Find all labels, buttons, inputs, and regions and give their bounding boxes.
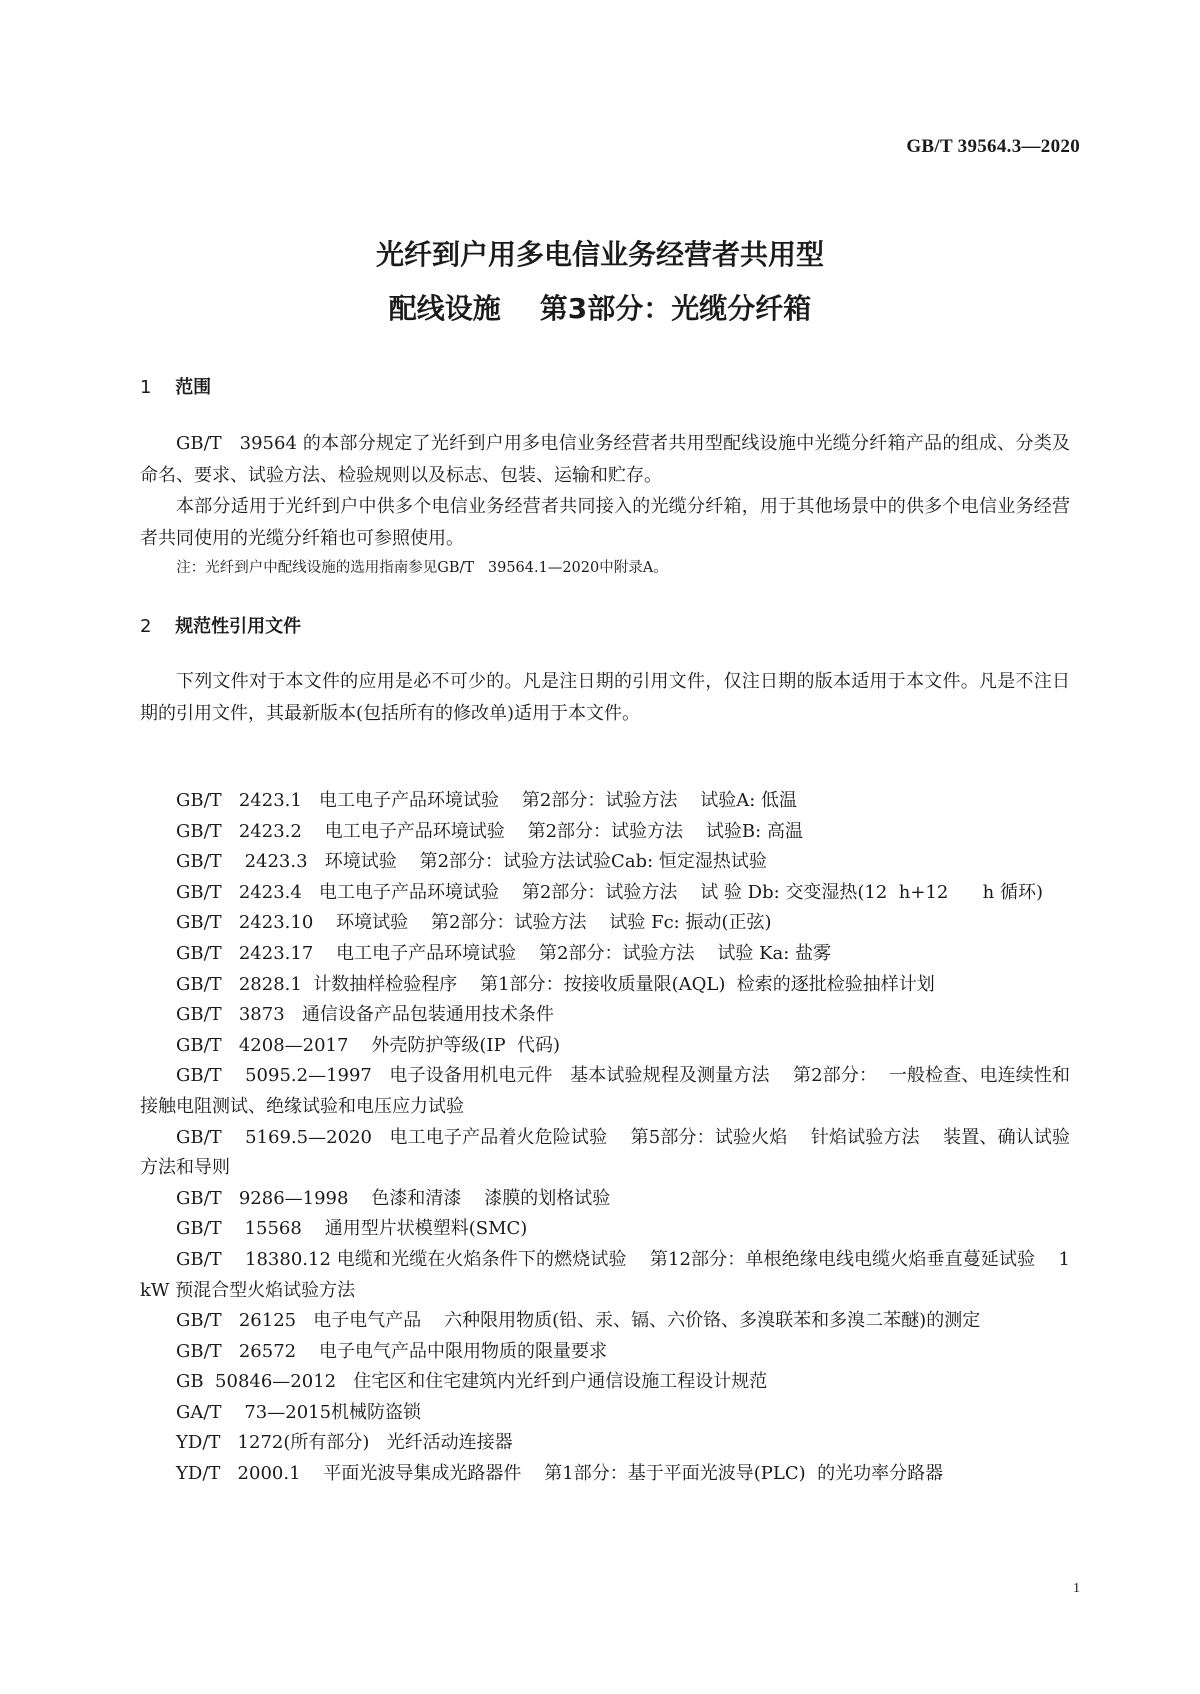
reference-item: GB/T 2423.3 环境试验 第2部分：试验方法试验Cab: 恒定湿热试验 [176,851,767,873]
reference-item: GB/T 26125 电子电气产品 六种限用物质(铅、汞、镉、六价铬、多溴联苯和多溴二苯醚)的测定 [176,1310,981,1332]
reference-item: GB/T 18380.12 电缆和光缆在火焰条件下的燃烧试验 第12部分：单根绝缘电线电缆火焰垂直蔓延试验 1 kW 预混合型火焰试验方法 [140,1248,1076,1301]
page-number: 1 [1073,1581,1080,1596]
section-2-intro [140,666,1070,729]
reference-item: GA/T 73—2015机械防盗锁 [176,1401,422,1423]
title-line-2: 配线设施 第3部分：光缆分纤箱 [388,292,812,325]
reference-item: YD/T 1272(所有部分) 光纤活动连接器 [176,1432,513,1454]
reference-item: GB/T 2423.2 电工电子产品环境试验 第2部分：试验方法 试验B: 高温 [176,820,803,842]
reference-item: GB/T 9286—1998 色漆和清漆 漆膜的划格试验 [176,1187,611,1209]
reference-list [140,786,1076,1490]
reference-item: YD/T 2000.1 平面光波导集成光路器件 第1部分：基于平面光波导(PLC) 的光功率分路器 [176,1463,944,1485]
section-1-title: 范围 [175,377,212,398]
section-1-note: 注：光纤到户中配线设施的选用指南参见GB/T 39564.1—2020中附录A。 [176,560,668,576]
section-1-paragraph: 本部分适用于光纤到户中供多个电信业务经营者共同接入的光缆分纤箱，用于其他场景中的供多个电信业务经营者共同使用的光缆分纤箱也可参照使用。 [140,496,1070,549]
reference-item: GB/T 26572 电子电气产品中限用物质的限量要求 [176,1340,607,1362]
section-2-number: 2 [140,616,152,637]
reference-item: GB/T 2828.1 计数抽样检验程序 第1部分：按接收质量限(AQL) 检索的逐批检验抽样计划 [176,973,935,995]
reference-item: GB/T 2423.10 环境试验 第2部分：试验方法 试验 Fc: 振动(正弦) [176,912,772,934]
reference-item: GB/T 4208—2017 外壳防护等级(IP 代码) [176,1034,561,1056]
reference-item: GB/T 2423.1 电工电子产品环境试验 第2部分：试验方法 试验A: 低温 [176,790,797,811]
reference-item: GB/T 5169.5—2020 电工电子产品着火危险试验 第5部分：试验火焰 针焰试验方法 装置、确认试验方法和导则 [140,1126,1070,1179]
section-1-number: 1 [140,377,152,398]
document-title [0,228,1200,336]
section-1-paragraph: GB/T 39564 的本部分规定了光纤到户用多电信业务经营者共用型配线设施中光缆分纤箱产品的组成、分类及命名、要求、试验方法、检验规则以及标志、包装、运输和贮存。 [140,433,1070,486]
section-2-title: 规范性引用文件 [175,616,302,637]
reference-item: GB/T 2423.17 电工电子产品环境试验 第2部分：试验方法 试验 Ka: 盐雾 [176,942,832,964]
reference-item: GB/T 3873 通信设备产品包装通用技术条件 [176,1004,554,1026]
reference-item: GB 50846—2012 住宅区和住宅建筑内光纤到户通信设施工程设计规范 [176,1371,768,1393]
standard-code: GB/T 39564.3—2020 [906,136,1080,157]
reference-item: GB/T 5095.2—1997 电子设备用机电元件 基本试验规程及测量方法 第2部分： 一般检查、电连续性和接触电阻测试、绝缘试验和电压应力试验 [140,1065,1070,1117]
section-1-heading [140,373,211,399]
section-2-heading [140,612,301,638]
section-2-intro-paragraph: 下列文件对于本文件的应用是必不可少的。凡是注日期的引用文件，仅注日期的版本适用于本文件。凡是不注日期的引用文件，其最新版本(包括所有的修改单)适用于本文件。 [140,671,1070,724]
title-line-1: 光纤到户用多电信业务经营者共用型 [375,238,824,271]
reference-item: GB/T 2423.4 电工电子产品环境试验 第2部分：试验方法 试 验 Db: 交变湿热(12 h+12 h 循环) [176,881,1044,903]
section-1-body [140,428,1070,582]
reference-item: GB/T 15568 通用型片状模塑料(SMC) [176,1218,528,1240]
